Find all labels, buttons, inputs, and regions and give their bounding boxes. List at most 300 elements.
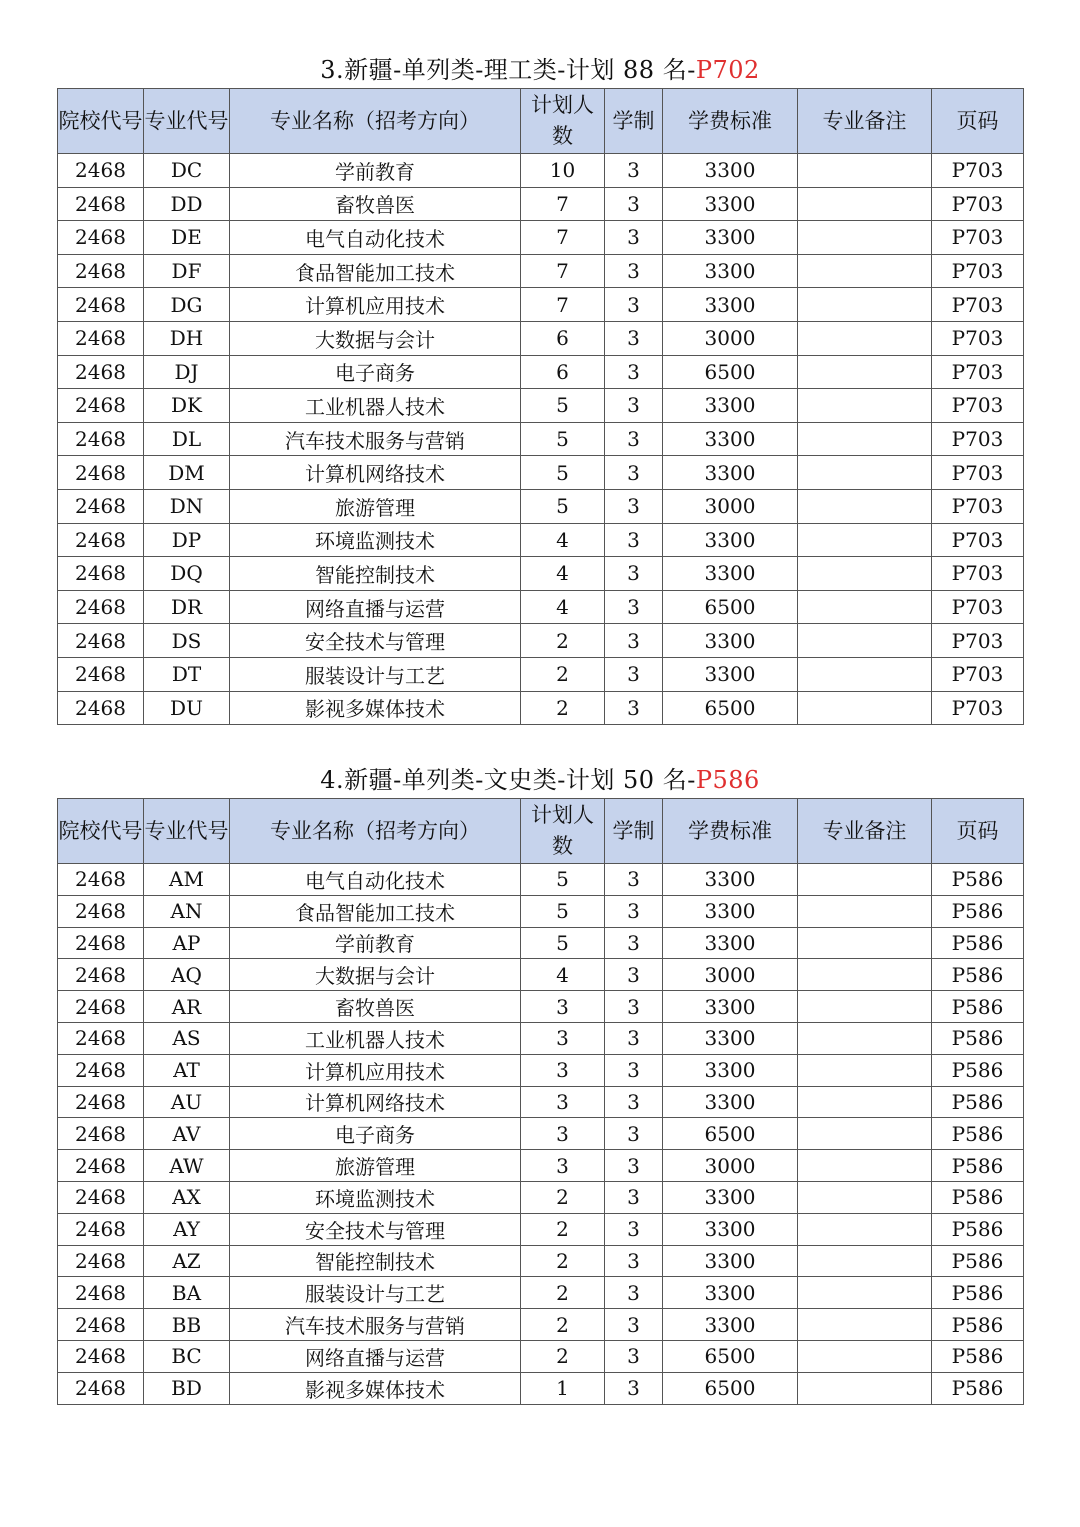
duration-cell: 3 <box>605 221 663 255</box>
tuition-cell: 6500 <box>663 590 798 624</box>
page-cell: P586 <box>932 1054 1024 1086</box>
page-cell: P586 <box>932 1309 1024 1341</box>
major-code-cell: DK <box>144 389 230 423</box>
tuition-cell: 3300 <box>663 624 798 658</box>
header-remarks: 专业备注 <box>798 799 932 864</box>
duration-cell: 3 <box>605 657 663 691</box>
remarks-cell <box>798 691 932 725</box>
plan-count-cell: 5 <box>521 864 605 896</box>
page-cell: P703 <box>932 254 1024 288</box>
major-name-cell: 旅游管理 <box>230 1150 521 1182</box>
table-row <box>58 422 1024 456</box>
major-name-cell: 食品智能加工技术 <box>230 895 521 927</box>
header-plan-count: 计划人数 <box>521 799 605 864</box>
school-code-cell: 2468 <box>58 1086 144 1118</box>
plan-count-cell: 7 <box>521 221 605 255</box>
tuition-cell: 3300 <box>663 1022 798 1054</box>
remarks-cell <box>798 1277 932 1309</box>
duration-cell: 3 <box>605 557 663 591</box>
table-row <box>58 154 1024 188</box>
table-row <box>58 456 1024 490</box>
major-name-cell: 电子商务 <box>230 355 521 389</box>
major-code-cell: BD <box>144 1372 230 1404</box>
duration-cell: 3 <box>605 1277 663 1309</box>
section-title-page: P702 <box>695 56 760 84</box>
table-row <box>58 590 1024 624</box>
tuition-cell: 3300 <box>663 187 798 221</box>
school-code-cell: 2468 <box>58 590 144 624</box>
major-code-cell: DG <box>144 288 230 322</box>
remarks-cell <box>798 1181 932 1213</box>
header-plan-count: 计划人数 <box>521 89 605 154</box>
table-row <box>58 657 1024 691</box>
page-cell: P703 <box>932 187 1024 221</box>
table-row <box>58 288 1024 322</box>
plan-count-cell: 7 <box>521 288 605 322</box>
plan-count-cell: 2 <box>521 657 605 691</box>
school-code-cell: 2468 <box>58 254 144 288</box>
plan-count-cell: 4 <box>521 959 605 991</box>
table-row <box>58 221 1024 255</box>
major-name-cell: 影视多媒体技术 <box>230 691 521 725</box>
page-cell: P703 <box>932 557 1024 591</box>
major-name-cell: 环境监测技术 <box>230 523 521 557</box>
school-code-cell: 2468 <box>58 154 144 188</box>
remarks-cell <box>798 523 932 557</box>
tuition-cell: 3300 <box>663 1181 798 1213</box>
remarks-cell <box>798 288 932 322</box>
section-title-text: 4.新疆-单列类-文史类-计划 50 名- <box>320 766 696 794</box>
major-name-cell: 服装设计与工艺 <box>230 657 521 691</box>
major-name-cell: 工业机器人技术 <box>230 1022 521 1054</box>
major-name-cell: 汽车技术服务与营销 <box>230 1309 521 1341</box>
school-code-cell: 2468 <box>58 489 144 523</box>
header-duration: 学制 <box>605 799 663 864</box>
header-tuition: 学费标准 <box>663 799 798 864</box>
section-title <box>57 52 1023 88</box>
major-name-cell: 畜牧兽医 <box>230 187 521 221</box>
tuition-cell: 6500 <box>663 1340 798 1372</box>
duration-cell: 3 <box>605 991 663 1023</box>
table-body <box>58 154 1024 725</box>
table-row <box>58 624 1024 658</box>
major-name-cell: 旅游管理 <box>230 489 521 523</box>
remarks-cell <box>798 422 932 456</box>
major-code-cell: AN <box>144 895 230 927</box>
plan-count-cell: 2 <box>521 1277 605 1309</box>
plan-count-cell: 6 <box>521 321 605 355</box>
page-cell: P586 <box>932 1277 1024 1309</box>
major-code-cell: AX <box>144 1181 230 1213</box>
major-name-cell: 电气自动化技术 <box>230 864 521 896</box>
table-row <box>58 991 1024 1023</box>
page-cell: P703 <box>932 523 1024 557</box>
plan-count-cell: 3 <box>521 1022 605 1054</box>
plan-count-cell: 3 <box>521 1086 605 1118</box>
major-name-cell: 网络直播与运营 <box>230 1340 521 1372</box>
remarks-cell <box>798 624 932 658</box>
school-code-cell: 2468 <box>58 523 144 557</box>
school-code-cell: 2468 <box>58 1054 144 1086</box>
tuition-cell: 3300 <box>663 895 798 927</box>
duration-cell: 3 <box>605 927 663 959</box>
duration-cell: 3 <box>605 1118 663 1150</box>
tuition-cell: 3300 <box>663 288 798 322</box>
major-name-cell: 大数据与会计 <box>230 321 521 355</box>
major-code-cell: DJ <box>144 355 230 389</box>
plan-count-cell: 3 <box>521 1054 605 1086</box>
remarks-cell <box>798 927 932 959</box>
table-row <box>58 1340 1024 1372</box>
plan-count-cell: 4 <box>521 557 605 591</box>
school-code-cell: 2468 <box>58 422 144 456</box>
table-row <box>58 691 1024 725</box>
table-row <box>58 1309 1024 1341</box>
plan-count-cell: 3 <box>521 1150 605 1182</box>
page-cell: P703 <box>932 321 1024 355</box>
major-name-cell: 电气自动化技术 <box>230 221 521 255</box>
remarks-cell <box>798 959 932 991</box>
major-code-cell: DH <box>144 321 230 355</box>
tuition-cell: 3300 <box>663 1086 798 1118</box>
table-row <box>58 1277 1024 1309</box>
major-code-cell: AV <box>144 1118 230 1150</box>
major-code-cell: DE <box>144 221 230 255</box>
page-cell: P586 <box>932 1118 1024 1150</box>
header-page: 页码 <box>932 799 1024 864</box>
remarks-cell <box>798 1213 932 1245</box>
remarks-cell <box>798 321 932 355</box>
major-code-cell: AY <box>144 1213 230 1245</box>
duration-cell: 3 <box>605 1245 663 1277</box>
major-name-cell: 服装设计与工艺 <box>230 1277 521 1309</box>
remarks-cell <box>798 187 932 221</box>
plan-count-cell: 2 <box>521 1340 605 1372</box>
major-code-cell: AR <box>144 991 230 1023</box>
table-row <box>58 523 1024 557</box>
page-cell: P703 <box>932 355 1024 389</box>
tuition-cell: 3000 <box>663 1150 798 1182</box>
school-code-cell: 2468 <box>58 927 144 959</box>
major-code-cell: AZ <box>144 1245 230 1277</box>
remarks-cell <box>798 1150 932 1182</box>
table-row <box>58 1086 1024 1118</box>
remarks-cell <box>798 895 932 927</box>
duration-cell: 3 <box>605 456 663 490</box>
plan-count-cell: 10 <box>521 154 605 188</box>
duration-cell: 3 <box>605 1213 663 1245</box>
duration-cell: 3 <box>605 895 663 927</box>
remarks-cell <box>798 1054 932 1086</box>
page-cell: P703 <box>932 288 1024 322</box>
header-page: 页码 <box>932 89 1024 154</box>
school-code-cell: 2468 <box>58 321 144 355</box>
tuition-cell: 3000 <box>663 489 798 523</box>
tuition-cell: 3300 <box>663 927 798 959</box>
major-name-cell: 大数据与会计 <box>230 959 521 991</box>
major-name-cell: 学前教育 <box>230 927 521 959</box>
table-row <box>58 895 1024 927</box>
major-name-cell: 工业机器人技术 <box>230 389 521 423</box>
header-major-code: 专业代号 <box>144 799 230 864</box>
school-code-cell: 2468 <box>58 895 144 927</box>
header-school-code: 院校代号 <box>58 89 144 154</box>
tuition-cell: 3000 <box>663 959 798 991</box>
plan-table <box>57 88 1024 725</box>
school-code-cell: 2468 <box>58 288 144 322</box>
major-name-cell: 计算机应用技术 <box>230 288 521 322</box>
tuition-cell: 3000 <box>663 321 798 355</box>
plan-count-cell: 2 <box>521 624 605 658</box>
tuition-cell: 3300 <box>663 1277 798 1309</box>
table-row <box>58 1054 1024 1086</box>
page-cell: P586 <box>932 991 1024 1023</box>
plan-count-cell: 6 <box>521 355 605 389</box>
major-name-cell: 计算机应用技术 <box>230 1054 521 1086</box>
page-cell: P586 <box>932 1086 1024 1118</box>
duration-cell: 3 <box>605 1150 663 1182</box>
table-row <box>58 557 1024 591</box>
remarks-cell <box>798 154 932 188</box>
header-major-name: 专业名称（招考方向） <box>230 89 521 154</box>
duration-cell: 3 <box>605 590 663 624</box>
school-code-cell: 2468 <box>58 1213 144 1245</box>
header-remarks: 专业备注 <box>798 89 932 154</box>
plan-count-cell: 4 <box>521 523 605 557</box>
tuition-cell: 3300 <box>663 1054 798 1086</box>
school-code-cell: 2468 <box>58 389 144 423</box>
table-row <box>58 959 1024 991</box>
page-cell: P703 <box>932 590 1024 624</box>
tuition-cell: 3300 <box>663 1245 798 1277</box>
table-row <box>58 489 1024 523</box>
remarks-cell <box>798 657 932 691</box>
plan-count-cell: 2 <box>521 1309 605 1341</box>
plan-count-cell: 5 <box>521 895 605 927</box>
tuition-cell: 6500 <box>663 355 798 389</box>
duration-cell: 3 <box>605 1022 663 1054</box>
page-cell: P586 <box>932 1213 1024 1245</box>
duration-cell: 3 <box>605 864 663 896</box>
major-code-cell: DD <box>144 187 230 221</box>
major-code-cell: DP <box>144 523 230 557</box>
page-cell: P586 <box>932 1181 1024 1213</box>
tuition-cell: 3300 <box>663 991 798 1023</box>
duration-cell: 3 <box>605 959 663 991</box>
plan-count-cell: 5 <box>521 389 605 423</box>
school-code-cell: 2468 <box>58 624 144 658</box>
tuition-cell: 3300 <box>663 154 798 188</box>
school-code-cell: 2468 <box>58 1277 144 1309</box>
major-code-cell: BC <box>144 1340 230 1372</box>
plan-count-cell: 5 <box>521 456 605 490</box>
page-cell: P586 <box>932 864 1024 896</box>
major-code-cell: DT <box>144 657 230 691</box>
plan-count-cell: 2 <box>521 1245 605 1277</box>
school-code-cell: 2468 <box>58 1150 144 1182</box>
major-name-cell: 汽车技术服务与营销 <box>230 422 521 456</box>
tuition-cell: 3300 <box>663 523 798 557</box>
remarks-cell <box>798 254 932 288</box>
remarks-cell <box>798 1340 932 1372</box>
page-cell: P586 <box>932 895 1024 927</box>
major-code-cell: BA <box>144 1277 230 1309</box>
plan-count-cell: 7 <box>521 254 605 288</box>
plan-count-cell: 5 <box>521 927 605 959</box>
major-name-cell: 计算机网络技术 <box>230 1086 521 1118</box>
table-row <box>58 1150 1024 1182</box>
school-code-cell: 2468 <box>58 1181 144 1213</box>
duration-cell: 3 <box>605 321 663 355</box>
table-row <box>58 321 1024 355</box>
remarks-cell <box>798 864 932 896</box>
major-code-cell: DL <box>144 422 230 456</box>
header-row <box>58 89 1024 154</box>
remarks-cell <box>798 1118 932 1150</box>
plan-count-cell: 3 <box>521 991 605 1023</box>
page-cell: P703 <box>932 456 1024 490</box>
school-code-cell: 2468 <box>58 355 144 389</box>
duration-cell: 3 <box>605 288 663 322</box>
tuition-cell: 3300 <box>663 657 798 691</box>
header-major-name: 专业名称（招考方向） <box>230 799 521 864</box>
plan-count-cell: 4 <box>521 590 605 624</box>
school-code-cell: 2468 <box>58 691 144 725</box>
school-code-cell: 2468 <box>58 1372 144 1404</box>
table-row <box>58 1372 1024 1404</box>
remarks-cell <box>798 389 932 423</box>
plan-count-cell: 1 <box>521 1372 605 1404</box>
major-code-cell: DC <box>144 154 230 188</box>
major-code-cell: DS <box>144 624 230 658</box>
major-code-cell: DU <box>144 691 230 725</box>
remarks-cell <box>798 1309 932 1341</box>
major-name-cell: 畜牧兽医 <box>230 991 521 1023</box>
duration-cell: 3 <box>605 1086 663 1118</box>
duration-cell: 3 <box>605 187 663 221</box>
tuition-cell: 3300 <box>663 254 798 288</box>
remarks-cell <box>798 489 932 523</box>
duration-cell: 3 <box>605 1372 663 1404</box>
remarks-cell <box>798 557 932 591</box>
duration-cell: 3 <box>605 1309 663 1341</box>
major-code-cell: DR <box>144 590 230 624</box>
tuition-cell: 3300 <box>663 221 798 255</box>
table-row <box>58 254 1024 288</box>
page-cell: P703 <box>932 657 1024 691</box>
tuition-cell: 3300 <box>663 864 798 896</box>
header-major-code: 专业代号 <box>144 89 230 154</box>
page-cell: P703 <box>932 389 1024 423</box>
duration-cell: 3 <box>605 1054 663 1086</box>
page-cell: P703 <box>932 422 1024 456</box>
duration-cell: 3 <box>605 489 663 523</box>
page-cell: P586 <box>932 1245 1024 1277</box>
table-row <box>58 1022 1024 1054</box>
major-code-cell: DQ <box>144 557 230 591</box>
school-code-cell: 2468 <box>58 187 144 221</box>
school-code-cell: 2468 <box>58 1245 144 1277</box>
major-code-cell: AQ <box>144 959 230 991</box>
header-school-code: 院校代号 <box>58 799 144 864</box>
major-name-cell: 计算机网络技术 <box>230 456 521 490</box>
plan-count-cell: 5 <box>521 422 605 456</box>
major-name-cell: 电子商务 <box>230 1118 521 1150</box>
duration-cell: 3 <box>605 154 663 188</box>
duration-cell: 3 <box>605 691 663 725</box>
remarks-cell <box>798 1022 932 1054</box>
major-code-cell: AT <box>144 1054 230 1086</box>
table-row <box>58 1118 1024 1150</box>
tuition-cell: 3300 <box>663 1309 798 1341</box>
remarks-cell <box>798 590 932 624</box>
tuition-cell: 6500 <box>663 1118 798 1150</box>
major-name-cell: 智能控制技术 <box>230 557 521 591</box>
school-code-cell: 2468 <box>58 1022 144 1054</box>
major-code-cell: AW <box>144 1150 230 1182</box>
school-code-cell: 2468 <box>58 864 144 896</box>
section-title-page: P586 <box>695 766 760 794</box>
major-name-cell: 影视多媒体技术 <box>230 1372 521 1404</box>
school-code-cell: 2468 <box>58 557 144 591</box>
table-body <box>58 864 1024 1405</box>
major-code-cell: AP <box>144 927 230 959</box>
major-code-cell: AS <box>144 1022 230 1054</box>
table-row <box>58 187 1024 221</box>
duration-cell: 3 <box>605 355 663 389</box>
plan-count-cell: 2 <box>521 691 605 725</box>
section-title-text: 3.新疆-单列类-理工类-计划 88 名- <box>320 56 696 84</box>
page-cell: P586 <box>932 959 1024 991</box>
page-cell: P586 <box>932 927 1024 959</box>
major-code-cell: AM <box>144 864 230 896</box>
tuition-cell: 3300 <box>663 422 798 456</box>
header-tuition: 学费标准 <box>663 89 798 154</box>
plan-count-cell: 2 <box>521 1213 605 1245</box>
major-code-cell: DN <box>144 489 230 523</box>
table-row <box>58 1181 1024 1213</box>
school-code-cell: 2468 <box>58 1118 144 1150</box>
school-code-cell: 2468 <box>58 1309 144 1341</box>
tuition-cell: 3300 <box>663 1213 798 1245</box>
duration-cell: 3 <box>605 254 663 288</box>
major-name-cell: 学前教育 <box>230 154 521 188</box>
remarks-cell <box>798 221 932 255</box>
page-cell: P586 <box>932 1372 1024 1404</box>
remarks-cell <box>798 1086 932 1118</box>
tuition-cell: 3300 <box>663 389 798 423</box>
remarks-cell <box>798 991 932 1023</box>
major-code-cell: AU <box>144 1086 230 1118</box>
page-cell: P586 <box>932 1150 1024 1182</box>
school-code-cell: 2468 <box>58 657 144 691</box>
section-science <box>57 52 1023 725</box>
duration-cell: 3 <box>605 523 663 557</box>
major-name-cell: 食品智能加工技术 <box>230 254 521 288</box>
section-arts <box>57 762 1023 1405</box>
school-code-cell: 2468 <box>58 221 144 255</box>
table-row <box>58 1213 1024 1245</box>
page-cell: P703 <box>932 489 1024 523</box>
plan-count-cell: 3 <box>521 1118 605 1150</box>
major-code-cell: DF <box>144 254 230 288</box>
duration-cell: 3 <box>605 1340 663 1372</box>
table-row <box>58 927 1024 959</box>
remarks-cell <box>798 1372 932 1404</box>
section-title <box>57 762 1023 798</box>
table-row <box>58 389 1024 423</box>
page-cell: P703 <box>932 624 1024 658</box>
